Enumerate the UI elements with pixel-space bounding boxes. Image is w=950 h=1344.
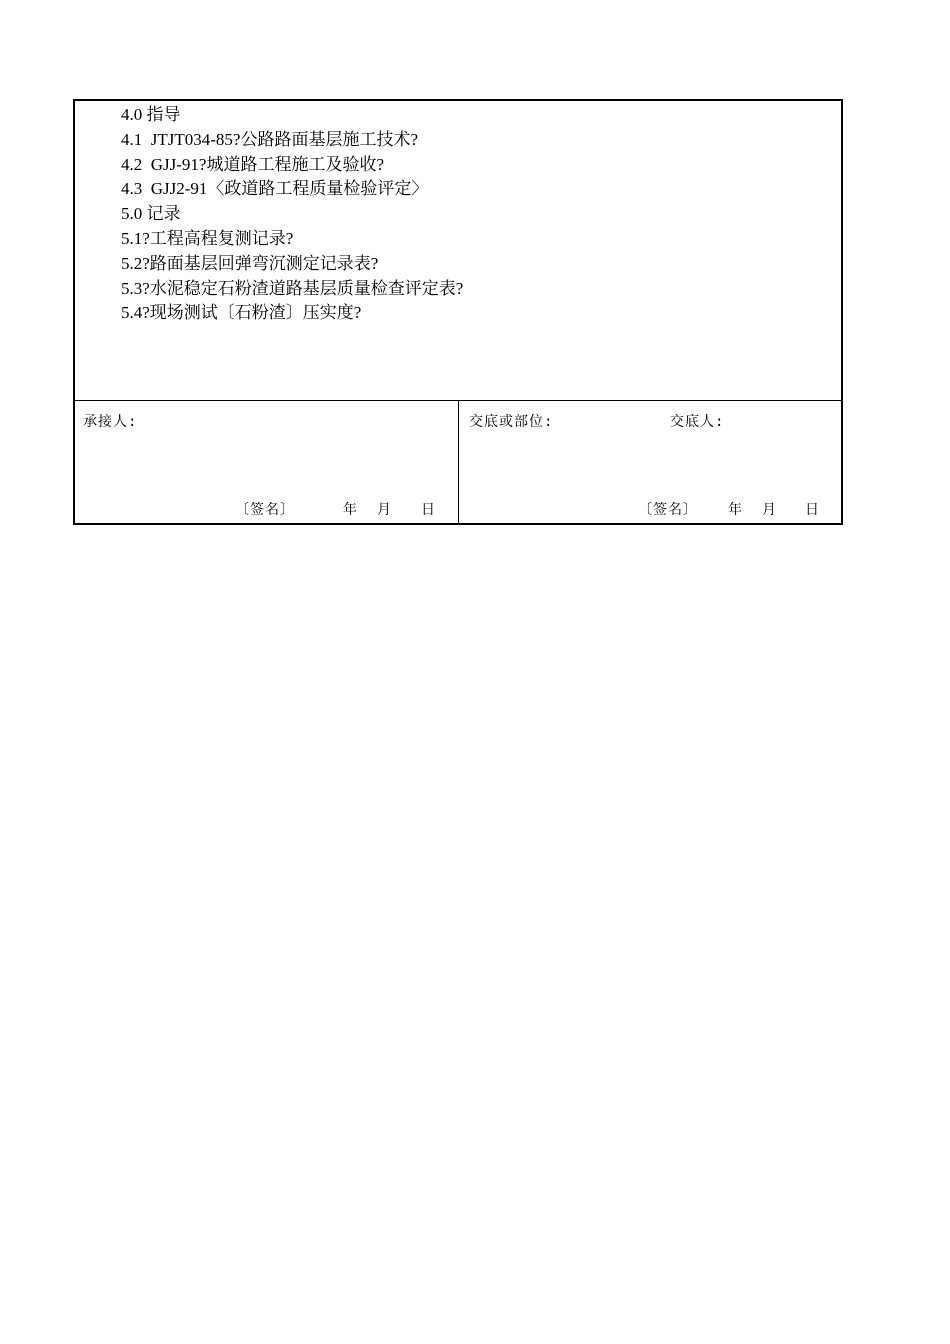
- content-list: [121, 103, 463, 326]
- content-line: 4.0 指导: [121, 105, 181, 124]
- receiver-label: 承接人:: [83, 414, 138, 430]
- content-line: 4.3 GJJ2-91〈政道路工程质量检验评定〉: [121, 179, 429, 199]
- presenter-month-label: 月: [762, 502, 777, 518]
- content-line: 5.4?现场测试〔石粉渣〕压实度?: [121, 303, 362, 323]
- content-line: 4.2 GJJ-91?城道路工程施工及验收?: [121, 154, 385, 174]
- presenter-signature-label: 〔签名〕: [638, 502, 698, 518]
- content-line: 5.0 记录: [121, 204, 181, 224]
- receiver-year-label: 年: [343, 502, 358, 518]
- content-line: 5.1?工程高程复测记录?: [121, 228, 294, 248]
- presenter-day-label: 日: [805, 502, 820, 518]
- presenter-label: 交底人:: [670, 414, 725, 430]
- content-cell: [75, 101, 841, 401]
- handover-form-table: [73, 99, 843, 525]
- content-line: 5.2?路面基层回弹弯沉测定记录表?: [121, 253, 379, 273]
- receiver-month-label: 月: [377, 502, 392, 518]
- receiver-day-label: 日: [421, 502, 436, 518]
- receiver-signature-label: 〔签名〕: [235, 502, 295, 518]
- content-line: 5.3?水泥稳定石粉渣道路基层质量检查评定表?: [121, 278, 464, 298]
- presenter-year-label: 年: [728, 502, 743, 518]
- location-label: 交底或部位:: [469, 414, 554, 430]
- receiver-sign-cell: [75, 401, 459, 525]
- content-line: 4.1 JTJT034-85?公路路面基层施工技术?: [121, 129, 419, 149]
- presenter-sign-cell: [459, 401, 841, 525]
